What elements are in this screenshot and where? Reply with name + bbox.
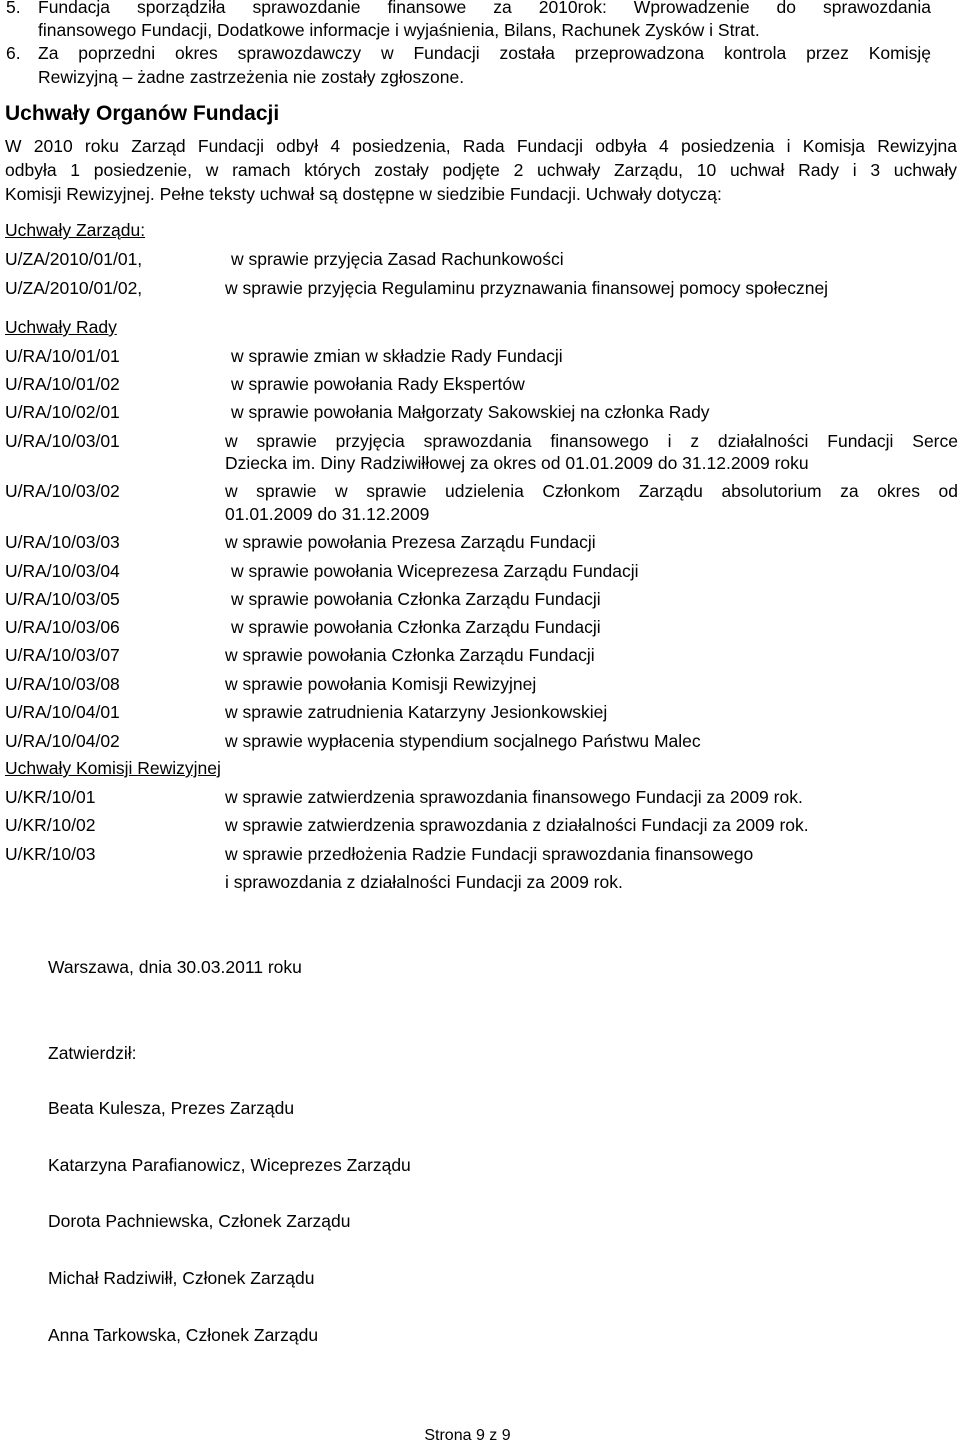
rada-code-12: U/RA/10/04/01 xyxy=(5,702,120,722)
komisja-desc-2: w sprawie zatwierdzenia sprawozdania z działalności Fundacji za 2009 rok. xyxy=(225,815,809,835)
rada-desc-5-line-2: 01.01.2009 do 31.12.2009 xyxy=(225,504,430,524)
intro-line-3: Komisji Rewizyjnej. Pełne teksty uchwał są dostępne w siedzibie Fundacji. Uchwały dotyczą: xyxy=(5,184,722,204)
rada-code-3: U/RA/10/02/01 xyxy=(5,402,120,422)
item-number-6: 6. xyxy=(6,43,21,63)
item-number-5: 5. xyxy=(6,0,21,17)
komisja-desc-1: w sprawie zatwierdzenia sprawozdania finansowego Fundacji za 2009 rok. xyxy=(225,787,803,807)
item-6-line-2: Rewizyjną – żadne zastrzeżenia nie zostały zgłoszone. xyxy=(38,67,465,87)
komisja-code-3: U/KR/10/03 xyxy=(5,844,96,864)
page-footer: Strona 9 z 9 xyxy=(424,1427,511,1444)
rada-desc-6: w sprawie powołania Prezesa Zarządu Fundacji xyxy=(225,532,596,552)
komisja-code-2: U/KR/10/02 xyxy=(5,815,96,835)
signatory-3: Dorota Pachniewska, Członek Zarządu xyxy=(48,1211,351,1231)
signatory-1: Beata Kulesza, Prezes Zarządu xyxy=(48,1098,295,1118)
rada-desc-4-line-2: Dziecka im. Diny Radziwiłłowej za okres od 01.01.2009 do 31.12.2009 roku xyxy=(225,453,809,473)
rada-heading: Uchwały Rady xyxy=(5,317,117,337)
rada-desc-7: w sprawie powołania Wiceprezesa Zarządu Fundacji xyxy=(231,561,639,581)
komisja-desc-3-line-2: i sprawozdania z działalności Fundacji za 2009 rok. xyxy=(225,872,623,892)
rada-code-13: U/RA/10/04/02 xyxy=(5,731,120,751)
rada-desc-9: w sprawie powołania Członka Zarządu Fundacji xyxy=(231,617,601,637)
intro-line-1: W 2010 roku Zarząd Fundacji odbył 4 posiedzenia, Rada Fundacji odbyła 4 posiedzenia i Komisja Rewizyjna xyxy=(5,136,957,156)
rada-code-9: U/RA/10/03/06 xyxy=(5,617,120,637)
place-date: Warszawa, dnia 30.03.2011 roku xyxy=(48,957,302,977)
rada-desc-11: w sprawie powołania Komisji Rewizyjnej xyxy=(225,674,537,694)
rada-code-8: U/RA/10/03/05 xyxy=(5,589,120,609)
rada-desc-3: w sprawie powołania Małgorzaty Sakowskiej na członka Rady xyxy=(231,402,710,422)
zarzad-desc-2: w sprawie przyjęcia Regulaminu przyznawania finansowej pomocy społecznej xyxy=(225,278,829,298)
rada-desc-10: w sprawie powołania Członka Zarządu Fundacji xyxy=(225,645,595,665)
zarzad-code-1: U/ZA/2010/01/01, xyxy=(5,249,143,269)
rada-desc-2: w sprawie powołania Rady Ekspertów xyxy=(231,374,525,394)
rada-desc-4-line-1: w sprawie przyjęcia sprawozdania finansowego i z działalności Fundacji Serce xyxy=(225,431,958,451)
rada-code-4: U/RA/10/03/01 xyxy=(5,431,120,451)
rada-desc-13: w sprawie wypłacenia stypendium socjalnego Państwu Malec xyxy=(225,731,701,751)
item-5-line-2: finansowego Fundacji, Dodatkowe informacje i wyjaśnienia, Bilans, Rachunek Zysków i Strat. xyxy=(38,20,760,40)
komisja-heading: Uchwały Komisji Rewizyjnej xyxy=(5,758,221,778)
signatory-2: Katarzyna Parafianowicz, Wiceprezes Zarządu xyxy=(48,1155,411,1175)
komisja-code-1: U/KR/10/01 xyxy=(5,787,96,807)
zarzad-desc-1: w sprawie przyjęcia Zasad Rachunkowości xyxy=(231,249,564,269)
rada-desc-12: w sprawie zatrudnienia Katarzyny Jesionkowskiej xyxy=(225,702,608,722)
zarzad-heading: Uchwały Zarządu: xyxy=(5,220,146,240)
section-title: Uchwały Organów Fundacji xyxy=(5,102,280,125)
intro-line-2: odbyła 1 posiedzenie, w ramach których zostały podjęte 2 uchwały Zarządu, 10 uchwał Rady i 3 uchwały xyxy=(5,160,957,180)
rada-code-5: U/RA/10/03/02 xyxy=(5,481,120,501)
signatory-4: Michał Radziwiłł, Członek Zarządu xyxy=(48,1268,315,1288)
rada-code-6: U/RA/10/03/03 xyxy=(5,532,120,552)
item-5-line-1: Fundacja sporządziła sprawozdanie finansowe za 2010rok: Wprowadzenie do sprawozdania xyxy=(38,0,931,17)
rada-code-7: U/RA/10/03/04 xyxy=(5,561,120,581)
komisja-desc-3-line-1: w sprawie przedłożenia Radzie Fundacji sprawozdania finansowego xyxy=(225,844,754,864)
zarzad-code-2: U/ZA/2010/01/02, xyxy=(5,278,143,298)
rada-desc-5-line-1: w sprawie w sprawie udzielenia Członkom Zarządu absolutorium za okres od xyxy=(225,481,958,501)
rada-desc-1: w sprawie zmian w składzie Rady Fundacji xyxy=(231,346,563,366)
rada-code-2: U/RA/10/01/02 xyxy=(5,374,120,394)
rada-desc-8: w sprawie powołania Członka Zarządu Fundacji xyxy=(231,589,601,609)
rada-code-1: U/RA/10/01/01 xyxy=(5,346,120,366)
signatory-5: Anna Tarkowska, Członek Zarządu xyxy=(48,1325,319,1345)
approved-label: Zatwierdził: xyxy=(48,1043,137,1063)
rada-code-10: U/RA/10/03/07 xyxy=(5,645,120,665)
item-6-line-1: Za poprzedni okres sprawozdawczy w Fundacji została przeprowadzona kontrola przez Komisję xyxy=(38,43,931,63)
rada-code-11: U/RA/10/03/08 xyxy=(5,674,120,694)
